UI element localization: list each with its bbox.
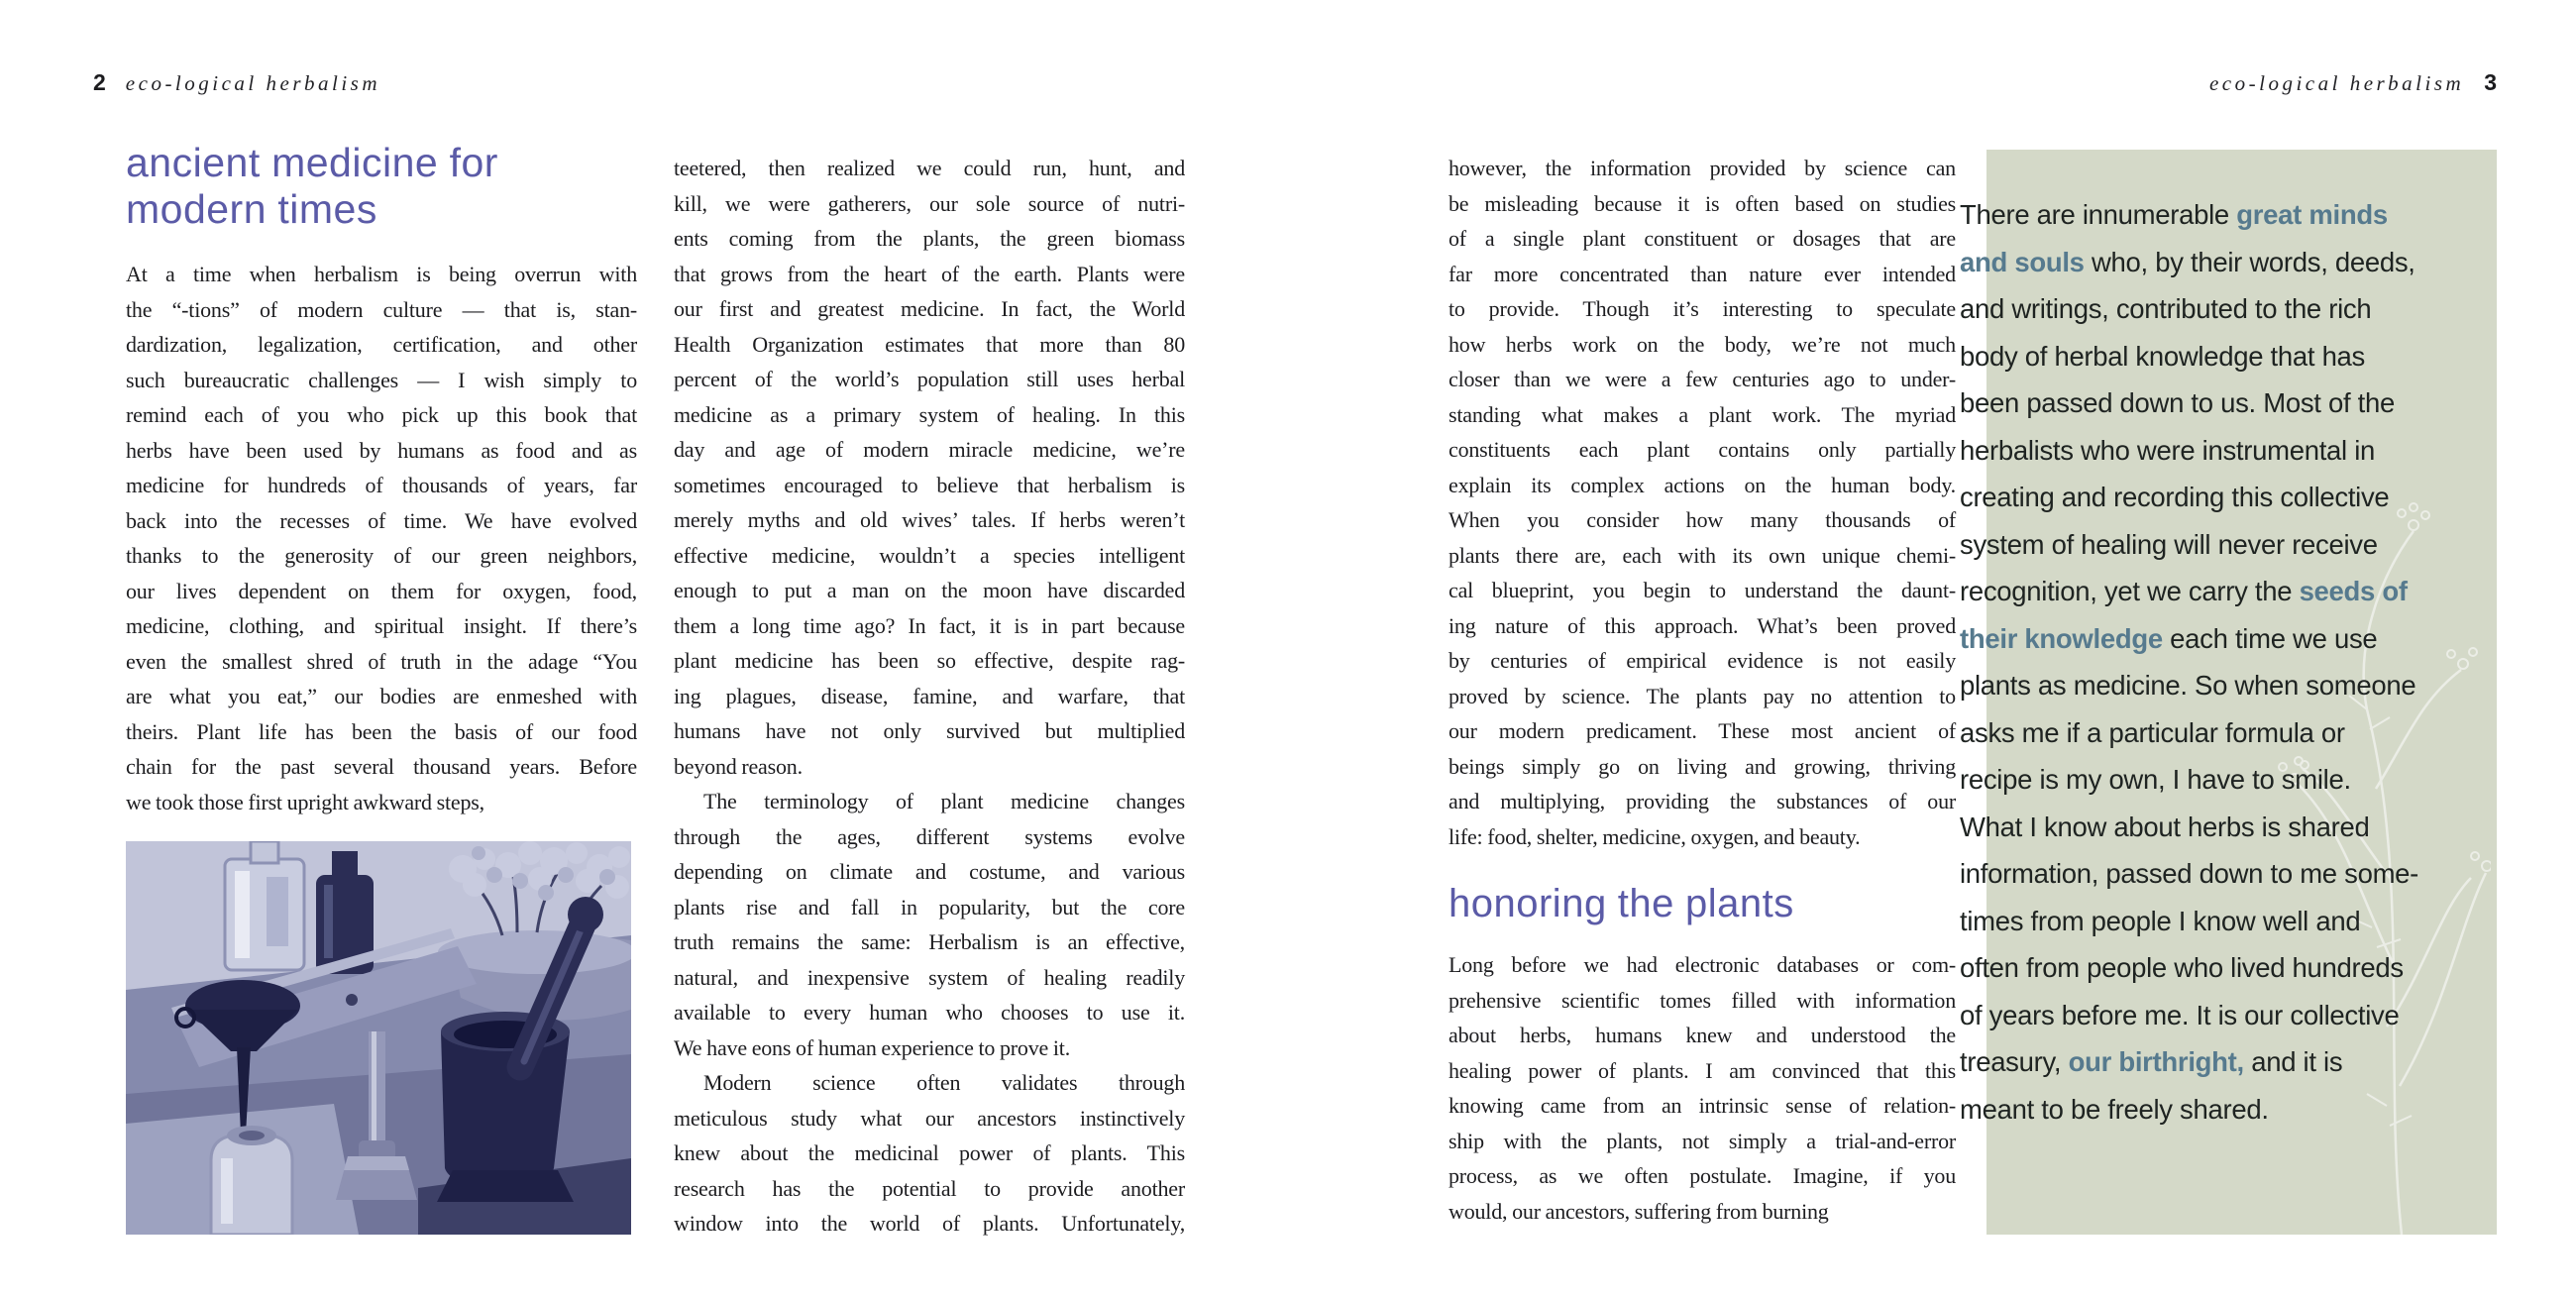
running-head-left: eco-logical herbalism: [125, 71, 381, 95]
text-line: merely myths and old wives’ tales. If herbs weren’t: [674, 507, 1185, 532]
text-line: of a single plant constituent or dosages that are: [1449, 226, 1956, 251]
text-line: herbs have been used by humans as food and as: [126, 437, 637, 463]
text-line: window into the world of plants. Unfortunately,: [674, 1211, 1185, 1236]
text-line: back into the recesses of time. We have evolved: [126, 507, 637, 533]
text-line: our modern predicament. These most ancient of: [1449, 718, 1956, 743]
text-run: each time we use: [2162, 622, 2378, 654]
text-line: available to every human who chooses to use it.: [674, 1000, 1185, 1025]
text-line: about herbs, humans knew and understood the: [1449, 1023, 1956, 1047]
text-line: humans have not only survived but multiplied: [674, 718, 1185, 743]
text-line: be misleading because it is often based on studies: [1449, 190, 1956, 216]
text-line: prehensive scientific tomes filled with information: [1449, 987, 1956, 1013]
apothecary-photo: [126, 841, 631, 1235]
header-right: [2209, 69, 2497, 96]
text-run: What I know about herbs is shared: [1960, 811, 2370, 842]
sidebar-text-line: [1960, 992, 2455, 1039]
glass-bottle: [225, 841, 304, 970]
text-line: percent of the world’s population still uses herbal: [674, 367, 1185, 391]
text-line: effective medicine, wouldn’t a species intelligent: [674, 542, 1185, 568]
text-line: medicine, clothing, and spiritual insight. If there’s: [126, 613, 637, 638]
text-line: through the ages, different systems evolve: [674, 823, 1185, 849]
text-line: depending on climate and costume, and various: [674, 859, 1185, 884]
text-line: sometimes encouraged to believe that herbalism is: [674, 472, 1185, 497]
sidebar-quote: [1960, 191, 2455, 1133]
text-run: information, passed down to me some-: [1960, 858, 2419, 889]
text-line: explain its complex actions on the human body.: [1449, 472, 1956, 497]
text-run: times from people I know well and: [1960, 905, 2361, 936]
apothecary-photo-illustration: [126, 841, 631, 1235]
left-page-column-1: [126, 140, 637, 819]
body-paragraph: [126, 257, 637, 819]
text-line: constituents each plant contains only partially: [1449, 437, 1956, 462]
text-line: At a time when herbalism is being overrun with: [126, 262, 637, 286]
text-run: and writings, contributed to the rich: [1960, 293, 2372, 324]
text-line: enough to put a man on the moon have discarded: [674, 578, 1185, 602]
text-run: There are innumerable: [1960, 199, 2237, 230]
accent-phrase: great minds: [2236, 199, 2388, 230]
text-run: recipe is my own, I have to smile.: [1960, 764, 2351, 795]
text-line: to provide. Though it’s interesting to speculate: [1449, 296, 1956, 321]
text-line: cal blueprint, you begin to understand the daunt-: [1449, 578, 1956, 602]
running-head-right: eco-logical herbalism: [2208, 71, 2465, 95]
text-run: and it is: [2243, 1046, 2343, 1077]
text-run: treasury,: [1960, 1046, 2069, 1077]
sidebar-text-line: [1960, 568, 2455, 615]
text-line: theirs. Plant life has been the basis of our food: [126, 718, 637, 744]
text-line: truth remains the same: Herbalism is an effective,: [674, 929, 1185, 954]
sidebar-text-line: [1960, 379, 2455, 427]
page-number-left: 2: [93, 69, 106, 95]
sidebar-text-line: [1960, 1086, 2455, 1134]
text-line: even the smallest shred of truth in the adage “You: [126, 648, 637, 674]
text-line: beings simply go on living and growing, thriving: [1449, 753, 1956, 779]
text-line: however, the information provided by science can: [1449, 156, 1956, 180]
chapter-title: [126, 140, 637, 233]
accent-phrase: seeds of: [2299, 576, 2408, 606]
text-line: chain for the past several thousand years. Before: [126, 754, 637, 779]
text-line: that grows from the heart of the earth. Plants were: [674, 261, 1185, 286]
header-left: [93, 69, 380, 96]
text-line: are what you eat,” our bodies are enmeshed with: [126, 684, 637, 708]
text-line: plants rise and fall in popularity, but the core: [674, 894, 1185, 920]
text-line: We have eons of human experience to prove it.: [674, 1034, 1071, 1060]
text-line: ship with the plants, not simply a trial-and-error: [1449, 1128, 1956, 1153]
body-paragraph: [1449, 947, 1956, 1229]
text-line: beyond reason.: [674, 753, 803, 779]
text-line: such bureaucratic challenges — I wish simply to: [126, 367, 637, 392]
sidebar-text-line: [1960, 191, 2455, 239]
text-line: the “-tions” of modern culture — that is, stan-: [126, 296, 637, 322]
text-run: body of herbal knowledge that has: [1960, 340, 2366, 372]
sidebar-text-line: [1960, 756, 2455, 804]
text-line: plants there are, each with its own unique chemi-: [1449, 542, 1956, 568]
sidebar-text-line: [1960, 333, 2455, 380]
text-line: proved by science. The plants pay no attention to: [1449, 683, 1956, 708]
text-line: Health Organization estimates that more than 80: [674, 331, 1185, 357]
text-line: knew about the medicinal power of plants. This: [674, 1140, 1185, 1165]
text-line: ents coming from the plants, the green biomass: [674, 226, 1185, 251]
accent-phrase: their knowledge: [1960, 622, 2163, 654]
body-paragraph: [674, 151, 1185, 784]
text-line: standing what makes a plant work. The myriad: [1449, 401, 1956, 427]
sidebar-text-line: [1960, 850, 2455, 898]
chapter-title-line: ancient medicine for: [126, 140, 498, 185]
sidebar-text-line: [1960, 662, 2455, 709]
text-line: ing nature of this approach. What’s been proved: [1449, 612, 1956, 638]
text-line: healing power of plants. I am convinced that this: [1449, 1057, 1956, 1083]
body-paragraph: [674, 1065, 1185, 1242]
sidebar-text-line: [1960, 898, 2455, 945]
text-line: The terminology of plant medicine changes: [703, 789, 1185, 813]
text-line: process, as we often postulate. Imagine, if you: [1449, 1163, 1956, 1188]
text-line: plant medicine has been so effective, despite rag-: [674, 648, 1185, 673]
text-line: dardization, legalization, certification, and other: [126, 332, 637, 357]
sidebar-text-line: [1960, 474, 2455, 521]
accent-phrase: and souls: [1960, 246, 2085, 277]
text-line: our first and greatest medicine. In fact, the World: [674, 296, 1185, 321]
text-line: knowing came from an intrinsic sense of relation-: [1449, 1093, 1956, 1118]
text-run: who, by their words, deeds,: [2084, 246, 2415, 277]
text-line: natural, and inexpensive system of healing readily: [674, 964, 1185, 990]
text-line: meticulous study what our ancestors instinctively: [674, 1105, 1185, 1131]
accent-phrase: our birthright,: [2068, 1046, 2244, 1077]
sidebar-text-line: [1960, 804, 2455, 851]
body-paragraph: [674, 784, 1185, 1065]
section-heading: honoring the plants: [1449, 882, 1794, 925]
text-line: Modern science often validates through: [703, 1070, 1185, 1095]
text-run: often from people who lived hundreds: [1960, 952, 2404, 983]
left-page-column-2: [674, 151, 1185, 1242]
text-line: how herbs work on the body, we’re not much: [1449, 331, 1956, 357]
text-line: thanks to the generosity of our green neighbors,: [126, 543, 637, 568]
text-run: system of healing will never receive: [1960, 528, 2378, 560]
text-line: day and age of modern miracle medicine, we’re: [674, 437, 1185, 462]
text-line: and multiplying, providing the substances of our: [1449, 789, 1956, 813]
text-line: our lives dependent on them for oxygen, food,: [126, 578, 637, 603]
text-line: research has the potential to provide another: [674, 1175, 1185, 1201]
page-number-right: 3: [2484, 69, 2497, 95]
text-line: them a long time ago? In fact, it is in part because: [674, 612, 1185, 638]
text-line: Long before we had electronic databases or com-: [1449, 952, 1956, 977]
text-line: remind each of you who pick up this book that: [126, 402, 637, 427]
small-glass-bottle: [211, 1126, 292, 1235]
text-run: of years before me. It is our collective: [1960, 999, 2400, 1030]
text-line: far more concentrated than nature ever intended: [1449, 261, 1956, 286]
text-run: recognition, yet we carry the: [1960, 576, 2300, 606]
text-line: by centuries of empirical evidence is not easily: [1449, 648, 1956, 673]
sidebar-text-line: [1960, 615, 2455, 663]
text-run: plants as medicine. So when someone: [1960, 670, 2416, 701]
text-run: herbalists who were instrumental in: [1960, 434, 2375, 466]
text-line: life: food, shelter, medicine, oxygen, and beauty.: [1449, 823, 1861, 849]
sidebar-text-line: [1960, 944, 2455, 992]
text-run: asks me if a particular formula or: [1960, 716, 2345, 748]
text-run: creating and recording this collective: [1960, 482, 2390, 512]
sidebar-text-line: [1960, 521, 2455, 569]
sidebar-text-line: [1960, 709, 2455, 757]
text-line: When you consider how many thousands of: [1449, 507, 1956, 532]
sidebar-text-line: [1960, 1038, 2455, 1086]
body-paragraph: [1449, 151, 1956, 854]
text-line: teetered, then realized we could run, hunt, and: [674, 156, 1185, 180]
text-line: kill, we were gatherers, our sole source of nutri-: [674, 190, 1185, 216]
chapter-title-line: modern times: [126, 186, 377, 232]
sidebar-text-line: [1960, 427, 2455, 475]
text-run: been passed down to us. Most of the: [1960, 387, 2395, 418]
text-line: ing plagues, disease, famine, and warfare, that: [674, 683, 1185, 708]
text-line: medicine for hundreds of thousands of years, far: [126, 473, 637, 497]
right-page-column: [1449, 151, 1956, 1229]
sidebar-text-line: [1960, 239, 2455, 286]
text-line: medicine as a primary system of healing. In this: [674, 401, 1185, 427]
text-line: would, our ancestors, suffering from burning: [1449, 1198, 1829, 1224]
sidebar-text-line: [1960, 285, 2455, 333]
text-line: we took those first upright awkward steps,: [126, 789, 484, 814]
text-run: meant to be freely shared.: [1960, 1093, 2269, 1125]
text-line: closer than we were a few centuries ago to under-: [1449, 367, 1956, 391]
